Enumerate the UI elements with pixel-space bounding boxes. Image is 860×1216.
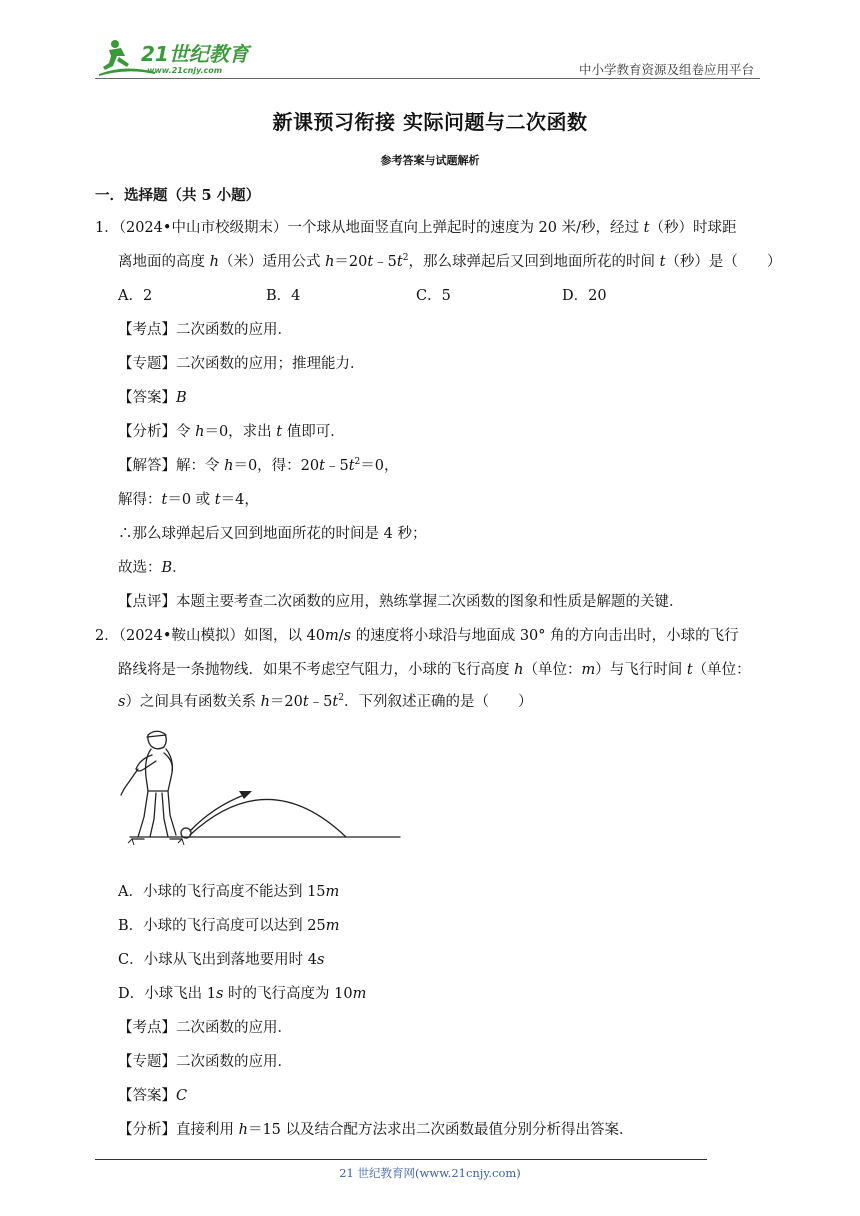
q1-guxuan: 故选：B． (118, 560, 187, 576)
footer-link[interactable]: 21 世纪教育网(www.21cnjy.com) (339, 1166, 521, 1180)
doc-title: 新课预习衔接 实际问题与二次函数 (272, 110, 588, 134)
q1-stem-line1: 1．（2024•中山市校级期末）一个球从地面竖直向上弹起时的速度为 20 米/秒，经过 t（秒）时球距 (95, 220, 737, 236)
section-heading: 一．选择题（共 5 小题） (95, 187, 261, 204)
q1-option-c: C．5 (416, 288, 451, 304)
q1-option-d: D．20 (562, 288, 607, 304)
q1-therefore: ∴那么球弹起后又回到地面所花的时间是 4 秒； (118, 526, 427, 542)
q1-stem-line2: 离地面的高度 h（米）适用公式 $h=20t﹣5t^2$，那么球弹起后又回到地面所花的时间 t（秒）是（ ） (118, 253, 782, 270)
footer-divider (95, 1159, 707, 1160)
svg-text:www.21cnjy.com: www.21cnjy.com (147, 66, 223, 75)
q2-option-a: A．小球的飞行高度不能达到 15m (118, 884, 340, 900)
q2-stem-line2: 路线将是一条抛物线．如果不考虑空气阻力，小球的飞行高度 h（单位：m）与飞行时间 t（单位： (118, 662, 751, 678)
q1-dianping: 【点评】本题主要考查二次函数的应用，熟练掌握二次函数的图象和性质是解题的关键． (118, 594, 684, 610)
header-divider (95, 78, 760, 79)
q1-jiede: 解得：t＝0 或 t＝4， (118, 492, 259, 508)
site-name: 中小学教育资源及组卷应用平台 (578, 62, 754, 77)
q2-kaodian: 【考点】二次函数的应用． (118, 1020, 292, 1036)
q1-answer: 【答案】B (118, 390, 187, 406)
golfer-figure (118, 725, 403, 865)
q2-stem-line1: 2．（2024•鞍山模拟）如图，以 40m/s 的速度将小球沿与地面成 30° 角的方向击出时，小球的飞行 (95, 628, 739, 644)
q1-zhuanti: 【专题】二次函数的应用；推理能力． (118, 356, 365, 372)
q2-option-b: B．小球的飞行高度可以达到 25m (118, 918, 340, 934)
q1-option-b: B．4 (266, 288, 301, 304)
svg-text:21世纪教育: 21世纪教育 (141, 42, 249, 66)
q1-kaodian: 【考点】二次函数的应用． (118, 322, 292, 338)
q2-answer: 【答案】C (118, 1088, 188, 1104)
q2-fenxi: 【分析】直接利用 h＝15 以及结合配方法求出二次函数最值分别分析得出答案． (118, 1122, 634, 1138)
doc-subtitle: 参考答案与试题解析 (380, 154, 480, 167)
page-header (95, 32, 760, 78)
q1-fenxi: 【分析】令 h＝0，求出 t 值即可． (118, 424, 345, 440)
q1-option-a: A．2 (118, 288, 153, 304)
q2-option-c: C．小球从飞出到落地要用时 4s (118, 952, 325, 968)
q2-zhuanti: 【专题】二次函数的应用． (118, 1054, 292, 1070)
q1-jieda: 【解答】解：令 h＝0，得：$20t﹣5t^2=0$， (118, 457, 399, 474)
q2-stem-line3: s）之间具有函数关系 $h=20t﹣5t^2$．下列叙述正确的是（ ） (118, 693, 533, 710)
q2-option-d: D．小球飞出 1s 时的飞行高度为 10m (118, 986, 367, 1002)
site-logo (95, 36, 265, 78)
